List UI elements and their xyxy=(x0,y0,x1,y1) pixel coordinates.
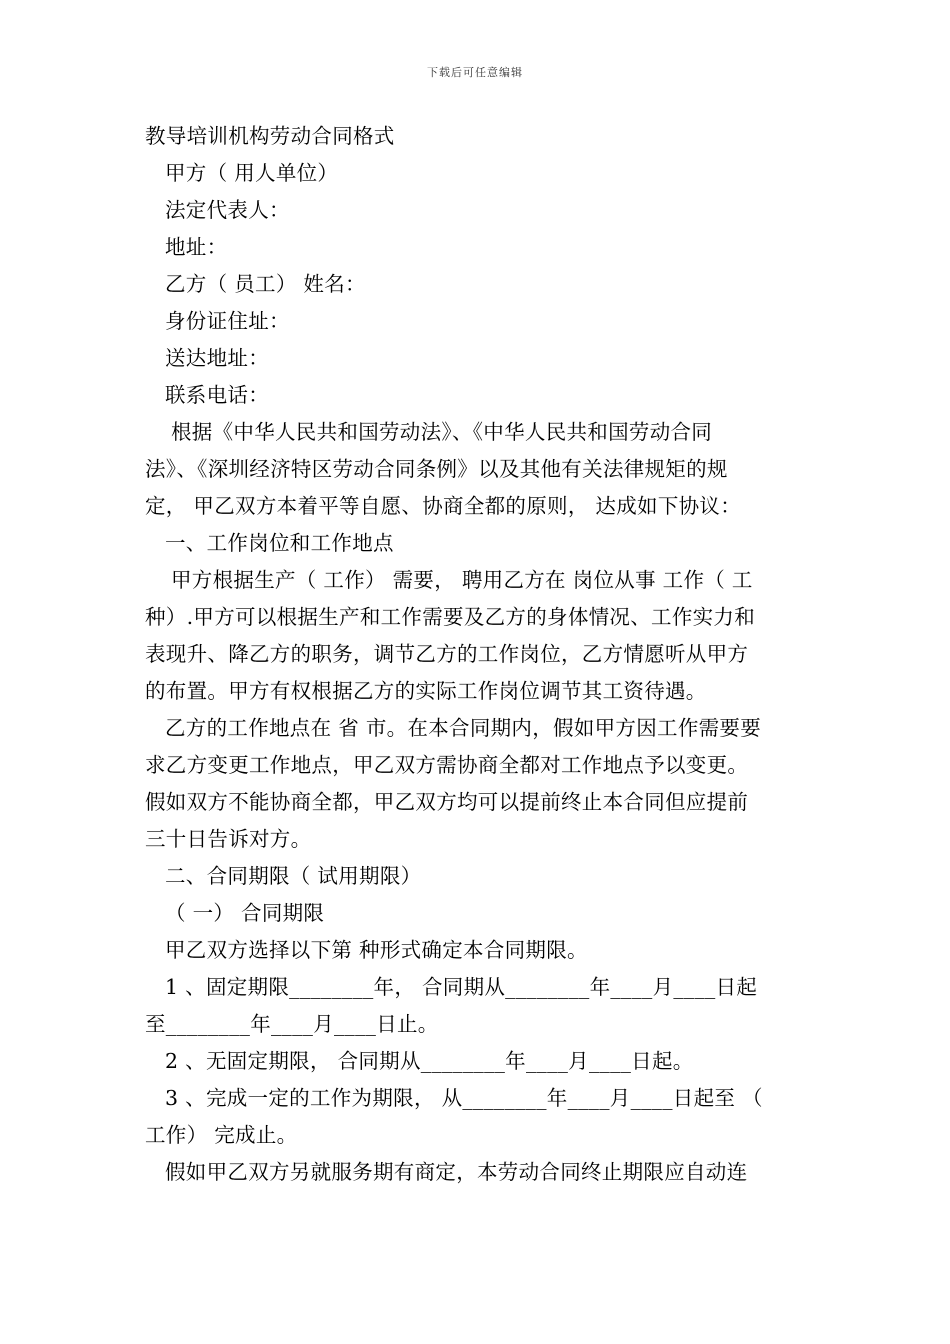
section2-heading: 二、合同期限（ 试用期限） xyxy=(165,864,422,888)
field-party-b: 乙方（ 员工） 姓名： xyxy=(165,272,366,296)
field-legal-rep: 法定代表人： xyxy=(165,198,290,222)
preamble-line: 法》、《深圳经济特区劳动合同条例》以及其他有关法律规矩的规 xyxy=(145,457,728,481)
option3-line: 工作） 完成止。 xyxy=(145,1123,298,1147)
section1-para2-line: 假如双方不能协商全都，甲乙双方均可以提前终止本合同但应提前 xyxy=(145,790,749,814)
preamble-line: 定， 甲乙双方本着平等自愿、协商全都的原则， 达成如下协议： xyxy=(145,494,742,518)
document-title: 教导培训机构劳动合同格式 xyxy=(145,124,395,148)
document-body xyxy=(145,118,810,1191)
option2-line: 2 、无固定期限， 合同期从________年____月____日起。 xyxy=(165,1049,694,1073)
section1-para2-line: 三十日告诉对方。 xyxy=(145,827,312,851)
section2-subheading: （ 一） 合同期限 xyxy=(165,901,325,925)
section1-para1-line: 的布置。甲方有权根据乙方的实际工作岗位调节其工资待遇。 xyxy=(145,679,707,703)
field-delivery-address: 送达地址： xyxy=(165,346,269,370)
section1-para2-line: 乙方的工作地点在 省 市。在本合同期内，假如甲方因工作需要要 xyxy=(165,716,762,740)
section1-para1-line: 种）.甲方可以根据生产和工作需要及乙方的身体情况、工作实力和 xyxy=(145,605,756,629)
section1-heading: 一、工作岗位和工作地点 xyxy=(165,531,394,555)
field-phone: 联系电话： xyxy=(165,383,269,407)
preamble-line: 根据《中华人民共和国劳动法》、《中华人民共和国劳动合同 xyxy=(171,420,713,444)
option3-line: 3 、完成一定的工作为期限， 从________年____月____日起至 （ xyxy=(165,1086,763,1110)
header-note: 下载后可任意编辑 xyxy=(427,66,523,79)
option1-line: 至________年____月____日止。 xyxy=(145,1012,439,1036)
field-id-address: 身份证住址： xyxy=(165,309,290,333)
section2-intro: 甲乙双方选择以下第 种形式确定本合同期限。 xyxy=(165,938,588,962)
section1-para1-line: 甲方根据生产（ 工作） 需要， 聘用乙方在 岗位从事 工作（ 工 xyxy=(171,568,753,592)
closing-line: 假如甲乙双方另就服务期有商定，本劳动合同终止期限应自动连 xyxy=(165,1160,748,1184)
option1-line: 1 、固定期限________年， 合同期从________年____月____日起 xyxy=(165,975,758,999)
field-address: 地址： xyxy=(165,235,228,259)
section1-para1-line: 表现升、降乙方的职务，调节乙方的工作岗位，乙方情愿听从甲方 xyxy=(145,642,749,666)
field-party-a: 甲方（ 用人单位） xyxy=(165,161,339,185)
section1-para2-line: 求乙方变更工作地点，甲乙双方需协商全都对工作地点予以变更。 xyxy=(145,753,749,777)
